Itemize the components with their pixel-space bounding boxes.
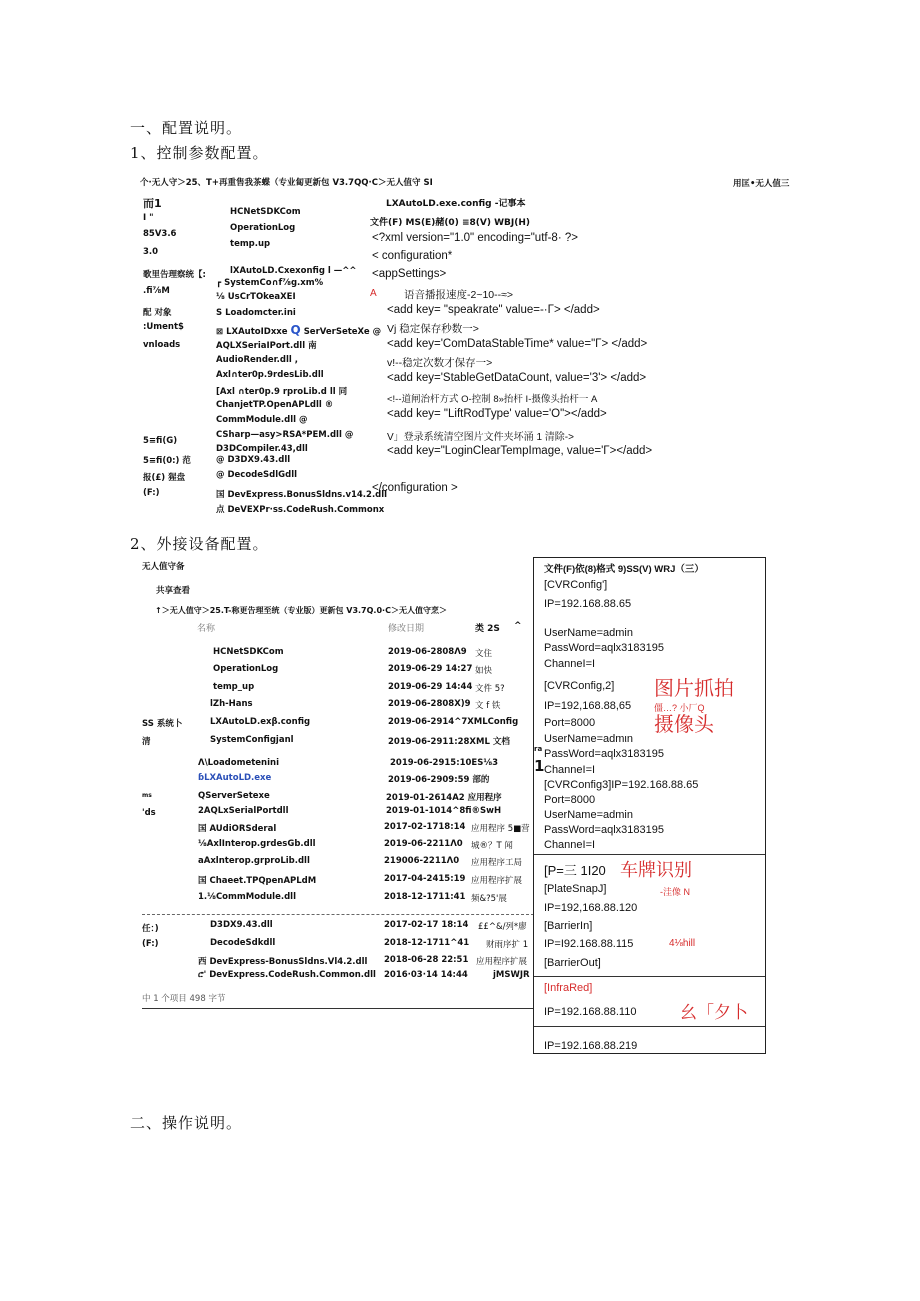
sidebar-item[interactable]: ms (142, 792, 152, 799)
row-name[interactable]: ɓLXAutoLD.exe (198, 773, 272, 783)
ini-line: Port=8000 (544, 717, 596, 729)
file-item[interactable]: CommModule.dll @ (216, 415, 308, 425)
file-item[interactable]: AudioRender.dll , (216, 355, 298, 365)
ini-line: [BarrierIn] (544, 920, 593, 932)
file-item[interactable]: CSharp—asy>RSA*PEM.dll @ (216, 430, 354, 440)
file-item-label: UsCrTOkeaXEI (227, 292, 296, 302)
row-date: 2019-06-2211Λ0 (384, 839, 463, 849)
file-item-label: SerVerSeteXe @ (303, 327, 382, 337)
row-date: 2019-06-29 14:27 (388, 664, 473, 674)
row-name[interactable]: 国 Chaeet.TPQpenAPLdM (198, 876, 317, 886)
annotation-barrier: 4⅛hill (669, 938, 696, 949)
ini-line: ChanneI=I (544, 839, 596, 851)
sidebar-item[interactable]: SS 系统卜 (142, 719, 183, 729)
notepad-title: LXAutoLD.exe.config -记事本 (386, 199, 526, 209)
explorer-breadcrumb[interactable]: 个·无人守＞25、T+再重售我茶蝶（专业匐更新包 V3.7QQ·C＞无人值守 SI (140, 178, 433, 188)
config-line: <add key= "speakrate" value=-·Γ> </add> (387, 304, 600, 316)
row-name[interactable] (198, 955, 367, 967)
row-name[interactable]: QServerSetexe (198, 791, 270, 801)
row-type: 文 f 铁 (475, 701, 501, 711)
config-line: <?xml version="1.0" encoding="utf-8· ?> (372, 232, 578, 244)
ini-line: ChanneI=I (544, 658, 596, 670)
q-icon: Q (290, 323, 301, 337)
row-name[interactable]: 国 AUdiORSderal (198, 824, 277, 834)
row-date: 2018-12-1711^41 (384, 938, 470, 948)
config-comment: 语音播报速度-2~10--≈> (404, 289, 514, 301)
ini-divider (534, 854, 765, 855)
row-date: 2019-06-2808Λ9 (388, 647, 467, 657)
sidebar-item[interactable]: vnloads (143, 340, 181, 350)
file-item[interactable] (216, 323, 381, 337)
file-icon: ⅛ (216, 292, 228, 302)
annotation-camera: 摄像头 (654, 712, 714, 736)
row-date: 2019-06-2911:28XML 文档 (388, 737, 510, 747)
row-date: 2018-06-28 22:51 (384, 955, 469, 965)
sidebar-item[interactable]: 任：) (142, 924, 159, 934)
ini-line: UserName=admin (544, 809, 633, 821)
explorer-window-tag: 用匡•无人值三 (733, 179, 790, 189)
row-date: 2019-01-2614A2 应用程序 (386, 793, 502, 803)
config-line: <appSettings> (372, 268, 447, 280)
explorer-breadcrumb[interactable]: ↑＞无人值守＞25.T-称更告理至统（专业版）更新包 V3.7Q.0·C＞无人值守烹＞ (155, 606, 447, 615)
config-line: <add key="LoginClearTempImage, value='Γ></add> (387, 445, 653, 457)
row-type: 应用程序工局 (471, 858, 523, 868)
sidebar-item[interactable]: 歌里告理察统【: (143, 270, 206, 280)
file-item[interactable]: ChanjetTP.OpenAPLdll ® (216, 400, 334, 410)
file-item[interactable]: [Axl ∩ter0p.9 rproLib.d ll 同 (216, 387, 348, 397)
sidebar-item[interactable]: 而1 (143, 197, 162, 210)
heading-control-params: 1、控制参数配置。 (130, 144, 269, 162)
status-bar: 中 1 个项目 498 字节 (142, 994, 226, 1004)
config-comment: Vj 稳定保存秒数一> (387, 323, 479, 335)
dll-icon: 西 (198, 957, 210, 967)
row-type: 财雨序扩 1 (486, 940, 529, 950)
row-type: 城®？T 闻 (471, 841, 513, 851)
row-date: 2019-01-1014^8fi®SwH (386, 806, 502, 816)
share-view-menu[interactable]: 共享查看 (156, 586, 191, 596)
row-type: 应用程序 5■营 (471, 824, 530, 834)
column-header-name[interactable]: 名称 (197, 624, 216, 634)
heading-external-devices: 2、外接设备配置。 (130, 535, 269, 553)
heading-config-instructions: 一、配置说明。 (130, 119, 243, 137)
ini-line: [PlateSnapJ] (544, 883, 607, 895)
row-name[interactable]: lZh-Hans (210, 699, 253, 709)
file-item[interactable]: temp.up (230, 239, 271, 249)
row-name[interactable]: LXAutoLD.exβ.config (210, 717, 311, 727)
row-name[interactable]: HCNetSDKCom (213, 647, 284, 657)
sidebar-item[interactable]: (F:) (143, 488, 160, 498)
cut-divider (142, 914, 534, 915)
file-item[interactable] (216, 278, 323, 288)
row-type: 应用程序扩展 (471, 876, 523, 886)
exe-icon: ⊠ (216, 327, 227, 337)
config-line: <add key='ComDataStableTime* value="Γ> </add> (387, 338, 648, 350)
ini-line: UserName=admιn (544, 733, 633, 745)
file-item[interactable]: Axl∩ter0p.9rdesLib.dll (216, 370, 324, 380)
sidebar-item[interactable]: 配 对象 (143, 308, 172, 318)
ini-line: [CVRConfig3]IP=192.168.88.65 (544, 779, 699, 791)
row-name[interactable]: DecodeSdkdll (210, 938, 276, 948)
ini-line: UserName=admin (544, 627, 633, 639)
row-name[interactable]: Λ\Loadometenini (198, 758, 279, 768)
sidebar-item[interactable]: .fi⅞M (143, 286, 170, 296)
ini-line: [CVRConfig,2] (544, 680, 615, 692)
ini-notepad (533, 557, 766, 1054)
ini-divider (534, 1026, 765, 1027)
file-item[interactable]: AQLXSeriaIPort.dll 南 (216, 341, 317, 351)
sidebar-item[interactable]: (F:) (142, 939, 159, 949)
row-date: 219006-2211Λ0 (384, 856, 460, 866)
file-item[interactable] (216, 292, 296, 302)
row-type: ££^&/列*廖 (478, 922, 527, 932)
row-type: 应用程序扩展 (476, 957, 528, 967)
sort-caret-icon[interactable]: ^ (514, 621, 522, 631)
config-comment: v!--稳定次数才保存一> (387, 357, 493, 369)
row-name[interactable]: temp_up (213, 682, 255, 692)
marker-a: A (370, 288, 377, 299)
sidebar-item[interactable]: 'ds (142, 808, 156, 818)
sidebar-item[interactable]: 5≡fi(0:) 范 (143, 456, 191, 466)
ini-line: [P=三 1I20 (544, 863, 606, 878)
row-name-label: DevExpress.CodeRush.Common.dll (209, 970, 376, 980)
row-name[interactable]: 2AQLxSerialPortdll (198, 806, 289, 816)
sidebar-item: ra (534, 745, 543, 753)
ini-line: IP=192.168.88.110 (544, 1006, 637, 1018)
row-date: 2017-02-1718:14 (384, 822, 466, 832)
dll-icon: ሮ' (198, 970, 210, 980)
config-line: </configuration > (372, 482, 458, 494)
sidebar-item[interactable]: I " (143, 213, 154, 223)
row-date: 2017-02-17 18:14 (384, 920, 469, 930)
ini-line: ChanneI=I (544, 764, 596, 776)
row-date: 2019-06-2909:59 部的 (388, 775, 490, 785)
row-name-label: DevExpress-BonusSldns.Vl4.2.dll (209, 957, 368, 967)
annotation-plate-small: -洼像 N (660, 887, 690, 897)
row-date: 2018-12-1711:41 (384, 892, 466, 902)
row-type: 如快 (475, 666, 493, 676)
column-header-type[interactable]: 类 2S (475, 624, 500, 634)
row-type: jMSWJR (493, 970, 530, 980)
annotation-small: 僵…? 小厂Q (654, 703, 705, 713)
file-item-config[interactable]: lXAutoLD.Cxexonfig l —^^ (230, 266, 357, 276)
file-item[interactable]: 国 DevExpress.BonusSldns.v14.2.dll (216, 490, 388, 500)
file-item-label: SystemCo∩f⅞g.xm% (224, 278, 324, 288)
file-item[interactable]: HCNetSDKCom (230, 207, 301, 217)
ini-line: IP=192,168.88.120 (544, 902, 638, 914)
file-item[interactable]: @ D3DX9.43.dll (216, 455, 291, 465)
sidebar-item[interactable]: 5≡fi(G) (143, 436, 178, 446)
heading-operation-instructions: 二、操作说明。 (130, 1114, 243, 1132)
sidebar-item: 1 (534, 757, 545, 775)
annotation-photo-capture: 图片抓拍 (654, 676, 734, 700)
ini-line: IP=192,168.88,65 (544, 700, 632, 712)
explorer-title: 无人值守备 (142, 562, 185, 572)
ini-line: IP=192.168.88.219 (544, 1040, 638, 1052)
file-item[interactable]: @ DecodeSdlGdll (216, 470, 298, 480)
ini-divider (534, 976, 765, 977)
sidebar-item[interactable]: :Ument$ (143, 322, 184, 332)
row-name[interactable]: ⅛AxlInterop.grdesGb.dll (198, 839, 316, 849)
row-type: 频&?5'展 (471, 894, 507, 904)
file-item-label: LXAutoIDxxe (226, 327, 288, 337)
annotation-infrared: 幺「夕卜 (680, 1003, 748, 1023)
config-line: <add key='StableGetDataCount, value='3'> </add> (387, 372, 647, 384)
file-item[interactable]: S Loadomcter.ini (216, 308, 296, 318)
ini-line: IP=192.168.88.65 (544, 598, 632, 610)
notepad-menu-bar[interactable]: 文件(F) MS(E)赭(0) ≡8(V) WBJ(H) (370, 218, 530, 228)
file-item[interactable]: 点 DeVEXPr·ss.CodeRush.Commonx (216, 505, 385, 515)
row-name[interactable]: OperationLog (213, 664, 279, 674)
config-line: <add key= "LiftRodType' value='O"></add> (387, 408, 607, 420)
ini-line: Port=8000 (544, 794, 596, 806)
row-name[interactable]: SystemConfigjanl (210, 735, 294, 745)
ini-line: [CVRConfig'] (544, 579, 608, 591)
status-divider (142, 1008, 534, 1009)
row-name[interactable]: 1.⅛CommModule.dll (198, 892, 296, 902)
config-comment: <!--道闸治杆方式 O-控制 8»抬杆 I-摄像头抬杆一 A (387, 394, 598, 405)
sidebar-item[interactable]: 报(£) 猩盘 (143, 473, 186, 483)
ini-line: [InfraRed] (544, 982, 593, 994)
row-date: 2017-04-2415:19 (384, 874, 466, 884)
ini-line: PassWord=aqlx3183195 (544, 748, 664, 760)
annotation-plate-recognition: 车牌识别 (620, 860, 692, 881)
row-name[interactable]: D3DX9.43.dll (210, 920, 273, 930)
row-type: 文件 5? (475, 684, 505, 694)
row-date: 2019-06-29 14:44 (388, 682, 473, 692)
row-name[interactable] (198, 970, 376, 980)
row-date: 2019-06-2808X)9 (388, 699, 471, 709)
ini-line: PassWord=aqlx3183195 (544, 824, 664, 836)
row-date: 2019-06-2914^7XMLConfig (388, 717, 519, 727)
config-comment: V」登录系统清空图片文件夹坏涌 1 清除-> (387, 432, 574, 443)
ini-line: IP=I92.168.88.115 (544, 938, 634, 950)
ini-line: PassWord=aqlx3183195 (544, 642, 664, 654)
sidebar-item[interactable]: 清 (142, 737, 151, 747)
file-item[interactable]: D3DCompiler.43,dll (216, 444, 308, 454)
file-icon: ┏ (216, 278, 225, 288)
row-date: 2016·03·14 14:44 (384, 970, 468, 980)
row-type: 文住 (475, 649, 493, 659)
ini-line: [BarrierOut] (544, 957, 601, 969)
row-date: 2019-06-2915:10ES⅛3 (390, 758, 499, 768)
sidebar-item[interactable]: 3.0 (143, 247, 159, 257)
row-name[interactable]: aAxlnterop.grproLib.dll (198, 856, 310, 866)
ini-menu-bar[interactable]: 文件(F)依(8)格式 9)SS(V) WRJ（三） (544, 564, 704, 575)
config-line: < configuration* (372, 250, 453, 262)
sidebar-item[interactable]: 85V3.6 (143, 229, 177, 239)
file-item[interactable]: OperationLog (230, 223, 296, 233)
column-header-date[interactable]: 修改日期 (388, 624, 425, 634)
